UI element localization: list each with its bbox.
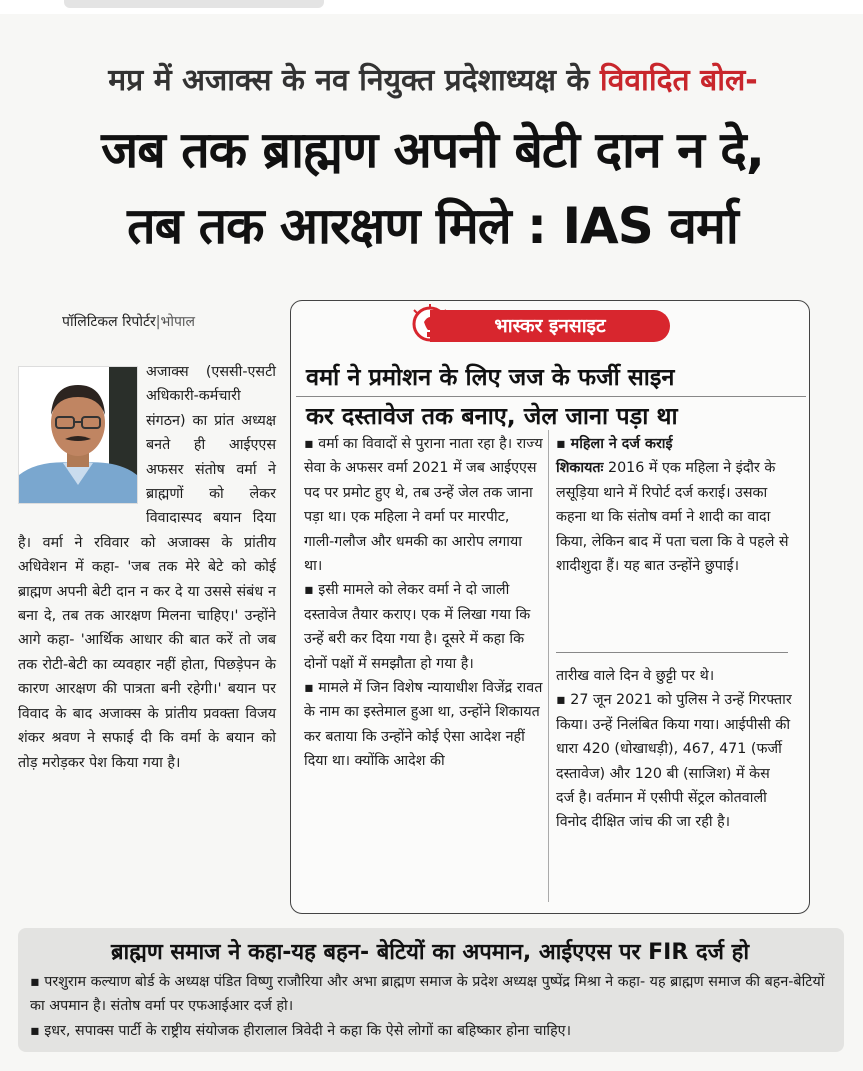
left-story-text: अजाक्स (एससी-एसटी अधिकारी-कर्मचारी संगठन) का प्रांत अध्यक्ष बनते ही आईएएस अफसर संतोष वर्मा ने ब्राह्मणों को लेकर विवादास्पद बयान दिया है। वर्मा ने रविवार को अजाक्स के प्रांतीय अधिवेशन में कहा- 'जब तक मेरे बेटे को कोई ब्राह्मण अपनी बेटी दान न कर दे या उससे संबंध न बना दे, तब तक आरक्षण मिलना चाहिए।' उन्होंने आगे कहा- 'आर्थिक आधार की बात करें तो जब तक रोटी-बेटी का व्यवहार नहीं होता, पिछड़ेपन के कारण आरक्षण की पात्रता बनी रहेगी।' बयान पर विवाद के बाद अजाक्स के प्रांतीय प्रवक्ता विजय शंकर श्रवण ने सफाई दी कि वर्मा के बयान को तोड़ मरोड़कर पेश किया गया है। (18, 364, 276, 771)
footer-body (30, 970, 830, 1043)
insight-b-cont-2: ▪ 27 जून 2021 को पुलिस ने उन्हें गिरफ्तार किया। उन्हें निलंबित किया गया। आईपीसी की धारा 420 (धोखाधड़ी), 467, 471 (फर्जी दस्तावेज) और 120 बी (साजिश) में केस दर्ज है। वर्तमान में एसीपी सेंट्रल कोतवाली विनोद दीक्षित जांच की जा रही है। (556, 692, 792, 831)
insight-b-cont-1: तारीख वाले दिन वे छुट्टी पर थे। (556, 668, 715, 684)
insight-column-b (556, 432, 792, 578)
insight-badge: भास्कर इनसाइट (430, 310, 670, 342)
top-strip-tab (64, 0, 324, 8)
footer-heading: ब्राह्मण समाज ने कहा-यह बहन- बेटियों का अपमान, आईएएस पर FIR दर्ज हो (110, 940, 750, 965)
headline-line-1: जब तक ब्राह्मण अपनी बेटी दान न दे, (101, 121, 764, 179)
heading-divider (296, 396, 806, 397)
byline-city: |भोपाल (155, 314, 196, 330)
kicker (28, 58, 838, 99)
kicker-text: मप्र में अजाक्स के नव नियुक्त प्रदेशाध्यक्ष के (108, 63, 600, 98)
kicker-highlight: विवादित बोल- (599, 63, 758, 98)
insight-column-b-continued (556, 664, 792, 835)
insight-a-para-2: ▪ इसी मामले को लेकर वर्मा ने दो जाली दस्तावेज तैयार कराए। एक में लिखा गया कि उन्हें बरी कर दिया गया है। दूसरे में कहा कि दोनों पक्षों में समझौता हो गया है। (304, 582, 531, 672)
insight-column-a (304, 432, 544, 774)
headline (10, 112, 855, 264)
insight-b-para: 2016 में एक महिला ने इंदौर के लसूड़िया थाने में रिपोर्ट दर्ज कराई। उसका कहना था कि संतोष वर्मा ने शादी का वादा किया, लेकिन बाद में पता चला कि वे पहले से शादीशुदा हैं। यह बात उन्होंने छुपाई। (556, 460, 789, 575)
portrait-photo (18, 366, 138, 504)
column-b-divider (556, 652, 788, 653)
footer-item-2: ▪ इधर, सपाक्स पार्टी के राष्ट्रीय संयोजक हीरालाल त्रिवेदी ने कहा कि ऐसे लोगों का बहिष्कार होना चाहिए। (30, 1022, 572, 1039)
top-strip (0, 0, 863, 14)
column-divider (548, 430, 549, 902)
left-story (18, 360, 276, 775)
insight-b-title: ▪ महिला ने दर्ज कराई (556, 436, 673, 452)
insight-heading (306, 358, 796, 436)
byline (62, 312, 195, 331)
insight-a-para-1: ▪ वर्मा का विवादों से पुराना नाता रहा है। राज्य सेवा के अफसर वर्मा 2021 में जब आईएएस पद पर प्रमोट हुए थे, तब उन्हें जेल तक जाना पड़ा था। एक महिला ने वर्मा पर मारपीट, गाली-गलौज और धमकी का आरोप लगाया था। (304, 436, 543, 575)
insight-b-lead: शिकायतः (556, 460, 604, 477)
insight-heading-line-1: वर्मा ने प्रमोशन के लिए जज के फर्जी साइन (306, 363, 675, 391)
headline-line-2: तब तक आरक्षण मिले : IAS वर्मा (127, 197, 738, 255)
insight-a-para-3: ▪ मामले में जिन विशेष न्यायाधीश विजेंद्र रावत के नाम का इस्तेमाल हुआ था, उन्होंने शिकायत कर बताया कि उन्होंने कोई ऐसा आदेश नहीं दिया था। क्योंकि आदेश की (304, 680, 543, 770)
insight-heading-line-2: कर दस्तावेज तक बनाए, जेल जाना पड़ा था (306, 402, 678, 430)
footer-item-1: ▪ परशुराम कल्याण बोर्ड के अध्यक्ष पंडित विष्णु राजौरिया और अभा ब्राह्मण समाज के प्रदेश अध्यक्ष पुष्पेंद्र मिश्रा ने कहा- यह ब्राह्मण समाज की बहन-बेटियों का अपमान है। संतोष वर्मा पर एफआईआर दर्ज हो। (30, 974, 825, 1015)
byline-reporter: पॉलिटिकल रिपोर्टर (62, 314, 156, 330)
